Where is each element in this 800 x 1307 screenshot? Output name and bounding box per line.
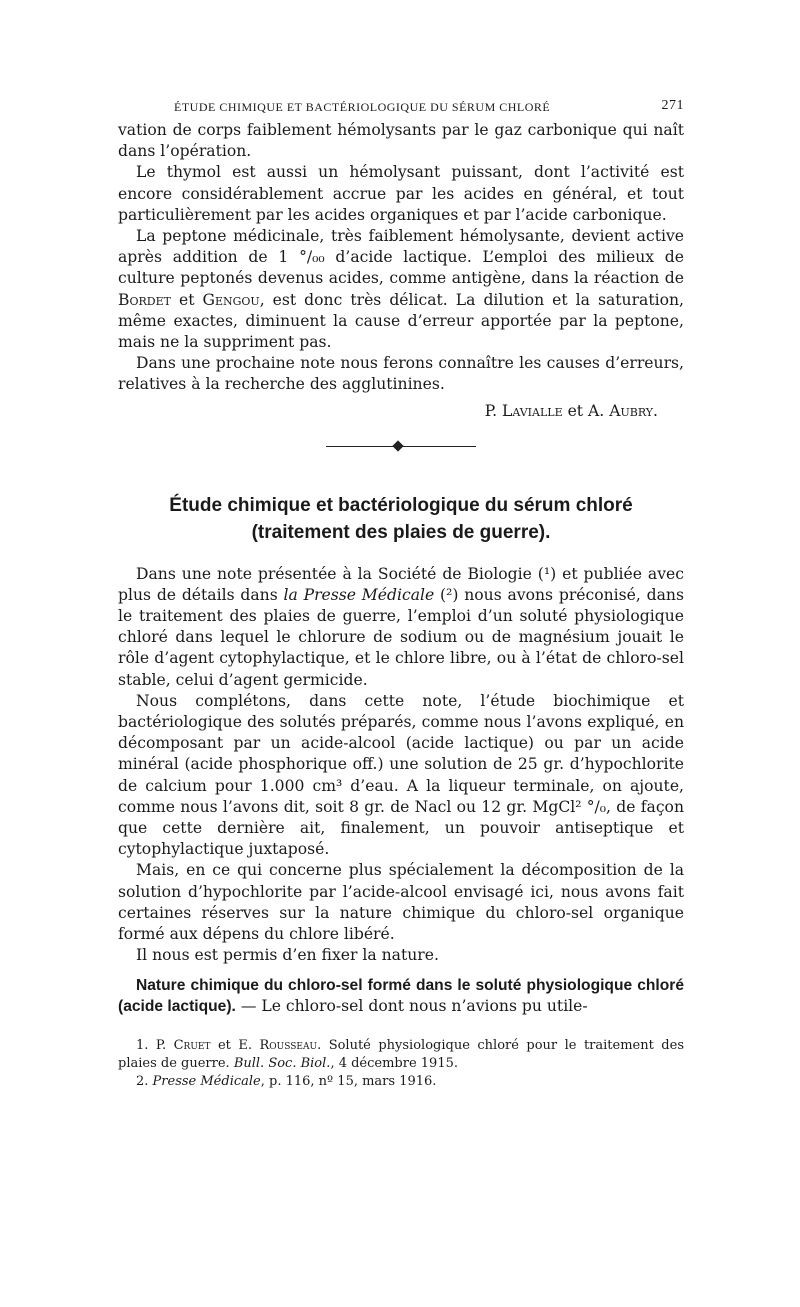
footnote-1-text: . Soluté physiologique chloré pour le traitement des plaies de guerre. bbox=[118, 1037, 684, 1071]
signature-end: . bbox=[653, 401, 658, 420]
signature-author-2: Aubry bbox=[609, 401, 654, 420]
subsection-heading: Nature chimique du chloro-sel formé dans le soluté physiologique chloré (acide lactique). bbox=[118, 976, 684, 1015]
paragraph-peptone-text-a: La peptone médicinale, très faiblement hémolysante, devient active après addition de 1 °/₀₀ d’acide lactique. L’emploi des milieux de culture peptonés devenus acides, comme antigène, dans la réaction de bbox=[118, 227, 684, 288]
article-paragraph-1-text-b: (²) nous avons préconisé, dans le traitement des plaies de guerre, l’emploi d’un soluté physiologique chloré dans lequel le chlorure de sodium ou de magnésium jouait le rôle d’agent cytophylactique, et le chlore libre, ou à l’état de chloro-sel stable, celui d’agent germicide. bbox=[118, 585, 684, 689]
footnote-1-number: 1. P. bbox=[136, 1037, 174, 1053]
article-paragraph-4: Il nous est permis d’en fixer la nature. bbox=[136, 946, 439, 965]
signature-initial: P. bbox=[484, 401, 502, 420]
running-header bbox=[118, 96, 684, 120]
journal-name: la Presse Médicale bbox=[283, 585, 435, 604]
conjunction: et bbox=[170, 290, 203, 309]
article-paragraph-1 bbox=[118, 564, 684, 691]
article-paragraph-3: Mais, en ce qui concerne plus spécialement la décomposition de la solution d’hypochlorite par l’acide-alcool envisagé ici, nous avons fait certaines réserves sur la nature chimique du chloro-sel organique formé aux dépens du chlore libéré. bbox=[118, 861, 684, 944]
author-gengou: Gengou bbox=[202, 290, 260, 309]
page-number: 271 bbox=[661, 98, 684, 113]
signature bbox=[118, 400, 658, 422]
article-title bbox=[118, 492, 684, 546]
footnote-2-number: 2. bbox=[136, 1073, 153, 1089]
footnote-1-and: et E. bbox=[210, 1037, 260, 1053]
footnote-1 bbox=[118, 1037, 684, 1073]
footnote-1-journal: Bull. Soc. Biol. bbox=[233, 1055, 331, 1071]
footnote-1-date: , 4 décembre 1915. bbox=[330, 1055, 458, 1071]
section-divider bbox=[326, 442, 476, 452]
footnote-1-author-2: Rousseau bbox=[259, 1037, 318, 1053]
footnote-1-author-1: Cruet bbox=[173, 1037, 211, 1053]
paragraph-continued: vation de corps faiblement hémolysants par le gaz carbonique qui naît dans l’opération. bbox=[118, 121, 684, 161]
footnote-2-journal: Presse Médicale bbox=[152, 1073, 261, 1089]
paragraph-thymol: Le thymol est aussi un hémolysant puissant, dont l’activité est encore considérablement accrue par les acides en général, et tout particulièrement par les acides organiques et par l’acide carbonique. bbox=[118, 163, 684, 224]
article-title-line-1: Étude chimique et bactériologique du sérum chloré bbox=[169, 494, 633, 516]
diamond-ornament-icon bbox=[392, 440, 403, 451]
subsection-text: — Le chloro-sel dont nous n’avions pu utile- bbox=[235, 996, 588, 1015]
footnote-2-text: , p. 116, nº 15, mars 1916. bbox=[260, 1073, 437, 1089]
signature-and: et A. bbox=[562, 401, 610, 420]
paragraph-next-note: Dans une prochaine note nous ferons connaître les causes d’erreurs, relatives à la recherche des agglutinines. bbox=[118, 354, 684, 394]
paragraph-peptone bbox=[118, 226, 684, 353]
paragraph-peptone-text-b: , est donc très délicat. La dilution et la saturation, même exactes, diminuent la cause d’erreur apportée par la peptone, mais ne la suppriment pas. bbox=[118, 290, 684, 352]
signature-author-1: Lavialle bbox=[501, 401, 563, 420]
footnote-2 bbox=[118, 1073, 684, 1091]
footnotes bbox=[118, 1037, 684, 1091]
article-paragraph-1-text-a: Dans une note présentée à la Société de Biologie (¹) et publiée avec plus de détails dans bbox=[118, 564, 684, 604]
article-subsection bbox=[118, 975, 684, 1017]
article-paragraph-2: Nous complétons, dans cette note, l’étude biochimique et bactériologique des solutés préparés, comme nous l’avons expliqué, en décomposant par un acide-alcool (acide lactique) ou par un acide minéral (acide phosphorique off.) une solution de 25 gr. d’hypochlorite de calcium pour 1.000 cm³ d’eau. A la liqueur terminale, on ajoute, comme nous l’avons dit, soit 8 gr. de Nacl ou 12 gr. MgCl² °/₀, de façon que cette dernière ait, finalement, un pouvoir antiseptique et cytophylactique juxtaposé. bbox=[118, 691, 684, 859]
document-page bbox=[118, 96, 684, 1091]
article-title-line-2: (traitement des plaies de guerre). bbox=[251, 521, 551, 543]
running-title: ÉTUDE CHIMIQUE ET BACTÉRIOLOGIQUE DU SÉRUM CHLORÉ bbox=[174, 100, 551, 114]
author-bordet: Bordet bbox=[118, 290, 171, 309]
